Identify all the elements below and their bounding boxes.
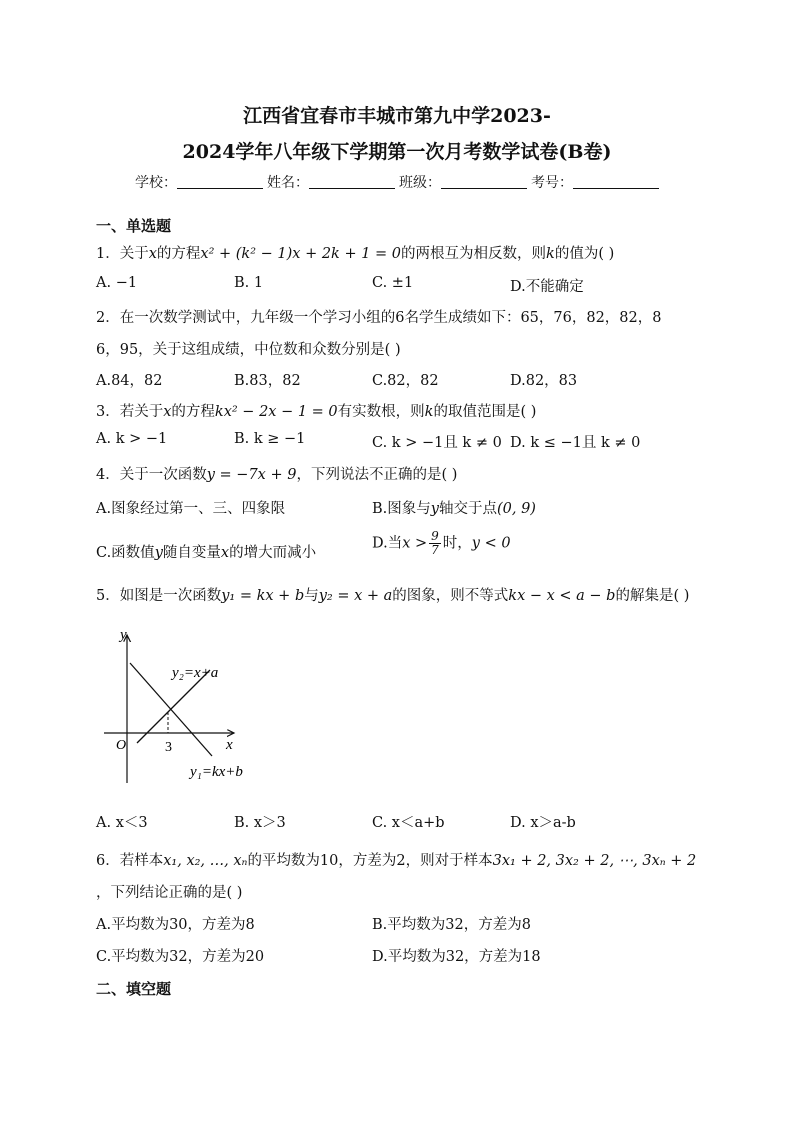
question-1: [96, 242, 614, 263]
section-heading-fill-in: 二、填空题: [96, 980, 172, 998]
q1-option-a[interactable]: A. −1: [96, 275, 138, 291]
graph-x-label: x: [226, 737, 233, 753]
name-blank[interactable]: [309, 174, 395, 189]
q4-optd-mid: 时，: [442, 535, 472, 552]
q1-text: 1．关于: [96, 246, 149, 262]
q5-text-end: 的解集是( ): [615, 588, 690, 604]
q2-option-b[interactable]: B.83，82: [234, 373, 301, 389]
q6-text: 6．若样本: [96, 853, 164, 869]
q5-text: 5．如图是一次函数: [96, 588, 222, 604]
q5-equation1: y₁ = kx + b: [221, 588, 305, 604]
graph-line-y1-label: y₁=kx+b: [190, 764, 243, 780]
q2-option-a[interactable]: A.84，82: [96, 373, 163, 389]
q3-equation: kx² − 2x − 1 = 0: [214, 404, 338, 420]
question-6-line1: [96, 849, 696, 870]
q5-graph: [100, 625, 270, 790]
q4-optc-mid: 随自变量: [162, 545, 221, 561]
q1-text-suffix: 的两根互为相反数，则: [401, 246, 547, 262]
q4-optd-x: x >: [402, 535, 428, 552]
school-blank[interactable]: [177, 174, 263, 189]
graph-y-label: y: [120, 627, 127, 643]
question-2-line2: 6，95，关于这组成绩，中位数和众数分别是( ): [96, 342, 401, 358]
q2-option-c[interactable]: C.82，82: [372, 373, 439, 389]
q6-option-b[interactable]: B.平均数为32，方差为8: [372, 917, 531, 933]
q5-option-b[interactable]: B. x＞3: [234, 815, 286, 831]
q2-option-d[interactable]: D.82，83: [510, 373, 578, 389]
question-6-line2: ，下列结论正确的是( ): [96, 885, 243, 901]
q4-optb-point: (0, 9): [496, 501, 536, 517]
q3-text-suffix: 有实数根，则: [337, 404, 425, 420]
q6-text-mid: 的平均数为10，方差为2，则对于样本: [247, 853, 493, 869]
q4-text: 4．关于一次函数: [96, 467, 207, 483]
student-info-line: [0, 172, 794, 192]
number-label: 考号：: [531, 175, 573, 191]
q4-optd-denominator: 7: [431, 543, 439, 557]
q6-option-d[interactable]: D.平均数为32，方差为18: [372, 949, 541, 965]
graph-tick-3: 3: [165, 740, 172, 755]
q4-optd-tail: y < 0: [471, 535, 511, 552]
q1-text-end: 的值为( ): [554, 246, 615, 262]
exam-title-line2: 2024学年八年级下学期第一次月考数学试卷(B卷): [182, 141, 612, 163]
q1-text-mid: 的方程: [156, 246, 201, 262]
school-label: 学校：: [135, 175, 177, 191]
q3-option-d[interactable]: D. k ≤ −1且 k ≠ 0: [510, 435, 641, 451]
q3-option-c[interactable]: C. k > −1且 k ≠ 0: [372, 435, 502, 451]
q4-optb-mid: 轴交于点: [438, 501, 497, 517]
question-4: [96, 463, 457, 484]
q6-option-a[interactable]: A.平均数为30，方差为8: [96, 917, 255, 933]
q4-optc-end: 的增大而减小: [229, 545, 317, 561]
class-blank[interactable]: [441, 174, 527, 189]
class-label: 班级：: [399, 175, 441, 191]
q6-option-c[interactable]: C.平均数为32，方差为20: [96, 949, 265, 965]
q4-optb-text: B.图象与: [372, 501, 431, 517]
name-label: 姓名：: [267, 175, 309, 191]
q1-equation: x² + (k² − 1)x + 2k + 1 = 0: [200, 246, 402, 262]
q1-var-k: k: [546, 246, 555, 262]
graph-origin-label: O: [116, 738, 127, 753]
q4-optc-var: y: [154, 545, 163, 561]
q4-optb-var: y: [430, 501, 439, 517]
q4-option-c[interactable]: [96, 541, 316, 562]
q1-option-b[interactable]: B. 1: [234, 275, 264, 291]
q4-optc-text: C.函数值: [96, 545, 155, 561]
q1-option-c[interactable]: C. ±1: [372, 275, 414, 291]
q3-text-mid: 的方程: [171, 404, 215, 420]
q3-var-k: k: [424, 404, 434, 420]
q5-option-d[interactable]: D. x＞a-b: [510, 815, 576, 831]
q3-text: 3．若关于: [96, 404, 164, 420]
q3-option-a[interactable]: A. k > −1: [96, 431, 168, 447]
q4-option-d[interactable]: [372, 530, 511, 557]
q3-option-b[interactable]: B. k ≥ −1: [234, 431, 306, 447]
q5-option-c[interactable]: C. x＜a+b: [372, 815, 445, 831]
question-2-line1: 2．在一次数学测试中，九年级一个学习小组的6名学生成绩如下：65，76，82，82，8: [96, 310, 662, 326]
q1-option-d[interactable]: D.不能确定: [510, 279, 584, 295]
q6-sample1: x₁, x₂, …, xₙ: [163, 853, 248, 869]
q4-text-end: ，下列说法不正确的是( ): [296, 467, 458, 483]
q4-optd-fraction: [429, 530, 441, 557]
q3-var: x: [163, 404, 172, 420]
q4-equation: y = −7x + 9: [206, 467, 297, 483]
section-heading-single-choice: 一、单选题: [96, 217, 172, 235]
q5-text-mid: 与: [304, 588, 319, 604]
q4-option-b[interactable]: [372, 497, 536, 518]
q3-text-end: 的取值范围是( ): [433, 404, 537, 420]
q1-var: x: [148, 246, 157, 262]
graph-line-y2-label: y₂=x+a: [172, 665, 219, 681]
q5-text-mid2: 的图象，则不等式: [392, 588, 509, 604]
question-3: [96, 400, 536, 421]
number-blank[interactable]: [573, 174, 659, 189]
q5-option-a[interactable]: A. x＜3: [96, 815, 148, 831]
q5-equation2: y₂ = x + a: [318, 588, 393, 604]
question-5: [96, 584, 689, 605]
q4-option-a[interactable]: A.图象经过第一、三、四象限: [96, 501, 286, 517]
q6-sample2: 3x₁ + 2, 3x₂ + 2, ⋯, 3xₙ + 2: [492, 853, 697, 869]
q4-optc-var2: x: [220, 545, 230, 561]
q5-inequality: kx − x < a − b: [508, 588, 616, 604]
q4-optd-numerator: 9: [431, 529, 439, 543]
exam-title-line1: 江西省宜春市丰城市第九中学2023-: [243, 105, 551, 127]
q4-optd-text: D.当: [372, 535, 403, 552]
